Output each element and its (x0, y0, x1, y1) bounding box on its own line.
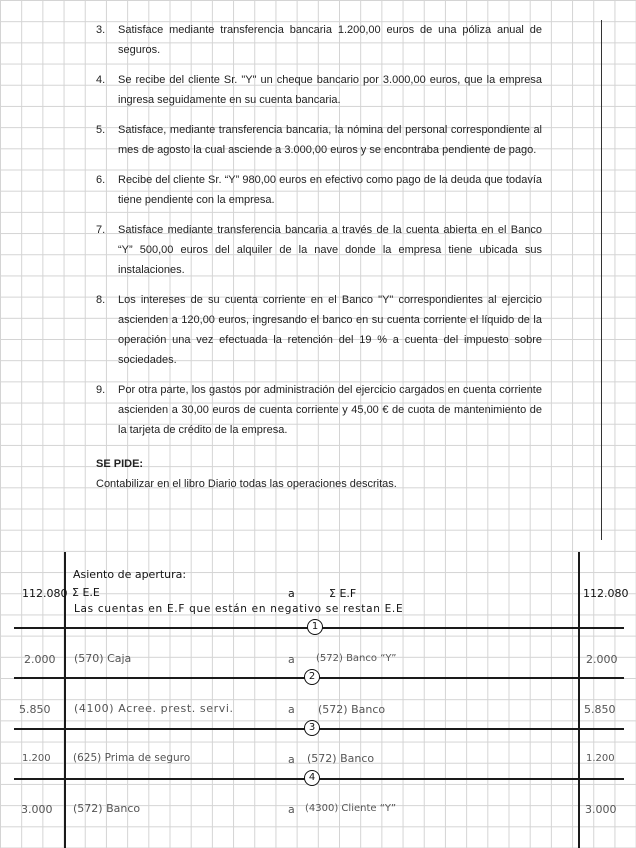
entry-marker-3: 3 (304, 720, 320, 736)
se-pide-title: SE PIDE: (96, 458, 144, 470)
exercise-statement (96, 20, 542, 494)
entry-2-connector: a (288, 703, 295, 716)
entry-4-credit-amount: 3.000 (585, 803, 617, 816)
statement-item-7 (96, 220, 542, 280)
entry-marker-2: 2 (304, 669, 320, 685)
opening-debit-amount: 112.080 (22, 587, 68, 600)
entry-3-credit-account: (572) Banco (307, 752, 375, 765)
entry-3-debit-account: (625) Prima de seguro (73, 752, 191, 764)
entry-1-debit-amount: 2.000 (24, 653, 56, 666)
opening-credit-amount: 112.080 (583, 587, 629, 600)
opening-title: Asiento de apertura: (73, 568, 187, 581)
item-number: 4. (96, 74, 106, 86)
entry-marker-1: 1 (307, 619, 323, 635)
statement-item-3 (96, 20, 542, 60)
item-text: Se recibe del cliente Sr. "Y" un cheque bancario por 3.000,00 euros, que la empresa ingresa seguidamente en su cuenta bancaria. (118, 74, 542, 106)
item-number: 6. (96, 174, 106, 186)
entry-1-debit-account: (570) Caja (74, 652, 132, 665)
entry-2-debit-amount: 5.850 (19, 703, 51, 716)
item-text: Por otra parte, los gastos por administración del ejercicio cargados en cuenta corriente ascienden a 30,00 euros de cuenta corriente y 45,00 € de cuota de mantenimiento de la tarjeta de crédito de la empresa. (118, 384, 542, 436)
statement-item-6 (96, 170, 542, 210)
entry-2-credit-amount: 5.850 (584, 703, 616, 716)
page-edge-line (601, 20, 602, 540)
opening-connector: a (288, 587, 295, 600)
entry-4-debit-amount: 3.000 (21, 803, 53, 816)
entry-4-debit-account: (572) Banco (73, 802, 141, 815)
entry-4-credit-account: (4300) Cliente “Y” (305, 803, 397, 814)
entry-4-connector: a (288, 803, 295, 816)
item-number: 7. (96, 224, 106, 236)
entry-1-credit-amount: 2.000 (586, 653, 618, 666)
item-text: Satisface mediante transferencia bancaria a través de la cuenta abierta en el Banco “Y” 500,00 euros del alquiler de la nave donde la empresa tiene ubicada sus instalaciones. (118, 224, 542, 276)
item-text: Satisface, mediante transferencia bancaria, la nómina del personal correspondiente al mes de agosto la cual asciende a 3.000,00 euros y se encontraba pendiente de pago. (118, 124, 542, 156)
entry-2-debit-account: (4100) Acree. prest. servi. (74, 702, 234, 715)
item-number: 8. (96, 294, 106, 306)
entry-marker-4: 4 (304, 770, 320, 786)
entry-3-debit-amount: 1.200 (22, 753, 51, 764)
statement-item-9 (96, 380, 542, 440)
entry-1-connector: a (288, 653, 295, 666)
entry-1-credit-account: (572) Banco “Y” (316, 653, 397, 664)
item-number: 5. (96, 124, 106, 136)
entry-3-credit-amount: 1.200 (586, 753, 615, 764)
statement-item-5 (96, 120, 542, 160)
statement-item-8 (96, 290, 542, 370)
opening-note: Las cuentas en E.F que están en negativo se restan E.E (74, 603, 404, 615)
item-text: Satisface mediante transferencia bancaria 1.200,00 euros de una póliza anual de seguros. (118, 24, 542, 56)
statement-item-4 (96, 70, 542, 110)
se-pide-text: Contabilizar en el libro Diario todas las operaciones descritas. (96, 478, 397, 490)
item-number: 9. (96, 384, 106, 396)
opening-debit-account: Σ E.E (72, 586, 100, 599)
item-number: 3. (96, 24, 106, 36)
journal-right-column-line (578, 552, 580, 848)
entry-2-credit-account: (572) Banco (318, 703, 386, 716)
opening-credit-account: Σ E.F (329, 587, 357, 600)
item-text: Los intereses de su cuenta corriente en el Banco "Y" correspondientes al ejercicio ascienden a 120,00 euros, ingresando el banco en su cuenta corriente el líquido de la operación una vez efectuada la retención del 19 % a cuenta del impuesto sobre sociedades. (118, 294, 542, 366)
entry-3-connector: a (288, 753, 295, 766)
item-text: Recibe del cliente Sr. “Y” 980,00 euros en efectivo como pago de la deuda que todavía tiene pendiente con la empresa. (118, 174, 542, 206)
